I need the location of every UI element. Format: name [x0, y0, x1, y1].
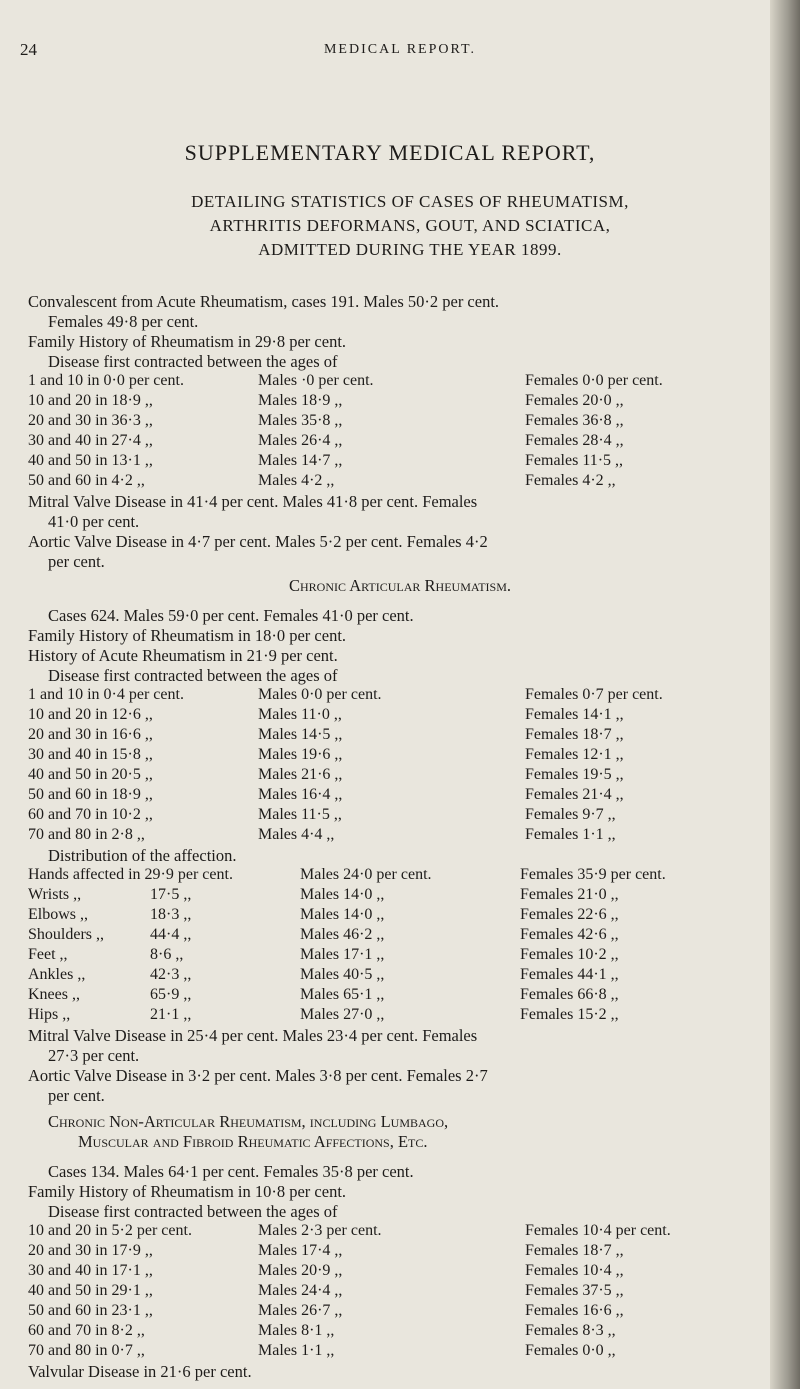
table-cell: Females 19·5 ,,: [525, 766, 624, 783]
table-row: [0, 946, 800, 966]
table-cell: 70 and 80 in 0·7 ,,: [28, 1342, 145, 1359]
subtitle-line: DETAILING STATISTICS OF CASES OF RHEUMATISM,: [191, 192, 629, 211]
s2-hands-row: [0, 866, 800, 886]
table-cell: 21·1 ,,: [150, 1006, 192, 1023]
table-cell: Females 28·4 ,,: [525, 432, 624, 449]
table-row: [0, 986, 800, 1006]
table-row: [0, 686, 800, 706]
table-cell: Females 66·8 ,,: [520, 986, 619, 1003]
table-cell: Males 14·7 ,,: [258, 452, 343, 469]
s1-intro-line: Disease first contracted between the ages of: [48, 352, 338, 371]
table-cell: 18·3 ,,: [150, 906, 192, 923]
table-cell: Females 0·0 ,,: [525, 1342, 616, 1359]
table-row: [0, 766, 800, 786]
s1-tail-line: Aortic Valve Disease in 4·7 per cent. Males 5·2 per cent. Females 4·2: [28, 532, 488, 551]
table-cell: 1 and 10 in 0·0 per cent.: [28, 372, 184, 389]
table-cell: Males 19·6 ,,: [258, 746, 343, 763]
table-cell: Females 0·0 per cent.: [525, 372, 663, 389]
s1-intro-line: Females 49·8 per cent.: [48, 312, 199, 331]
table-cell: Females 10·4 per cent.: [525, 1222, 671, 1239]
table-row: [0, 1342, 800, 1362]
s2-intro-line: Family History of Rheumatism in 18·0 per cent.: [28, 626, 347, 645]
table-cell: Females 10·2 ,,: [520, 946, 619, 963]
table-cell: 20 and 30 in 17·9 ,,: [28, 1242, 153, 1259]
table-cell: 10 and 20 in 5·2 per cent.: [28, 1222, 192, 1239]
table-cell: Males 4·4 ,,: [258, 826, 335, 843]
table-cell: Males 16·4 ,,: [258, 786, 343, 803]
table-row: [0, 412, 800, 432]
table-row: [0, 886, 800, 906]
table-cell: Males 17·4 ,,: [258, 1242, 343, 1259]
table-cell: Females 42·6 ,,: [520, 926, 619, 943]
subtitle-line: ADMITTED DURING THE YEAR 1899.: [258, 240, 562, 259]
table-cell: Males 24·4 ,,: [258, 1282, 343, 1299]
table-cell: Females 15·2 ,,: [520, 1006, 619, 1023]
table-cell: Hips ,,: [28, 1006, 71, 1023]
table-row: [0, 1282, 800, 1302]
table-row: [0, 926, 800, 946]
s2-distribution-label: Distribution of the affection.: [48, 846, 237, 865]
table-row: [0, 1222, 800, 1242]
table-cell: Males 17·1 ,,: [300, 946, 385, 963]
table-row: [0, 706, 800, 726]
table-cell: 40 and 50 in 29·1 ,,: [28, 1282, 153, 1299]
table-cell: Females 12·1 ,,: [525, 746, 624, 763]
table-row: [0, 392, 800, 412]
table-cell: Females 4·2 ,,: [525, 472, 616, 489]
table-cell: Females 21·4 ,,: [525, 786, 624, 803]
table-cell: 50 and 60 in 18·9 ,,: [28, 786, 153, 803]
table-cell: Males 40·5 ,,: [300, 966, 385, 983]
table-cell: 44·4 ,,: [150, 926, 192, 943]
table-cell: Males 14·0 ,,: [300, 886, 385, 903]
table-cell: 65·9 ,,: [150, 986, 192, 1003]
table-row: [0, 1302, 800, 1322]
table-cell: 8·6 ,,: [150, 946, 184, 963]
s3-heading: Muscular and Fibroid Rheumatic Affections, Etc.: [78, 1132, 428, 1151]
table-row: [0, 746, 800, 766]
table-cell: Males 35·8 ,,: [258, 412, 343, 429]
table-cell: Females 21·0 ,,: [520, 886, 619, 903]
table-cell: Males ·0 per cent.: [258, 372, 374, 389]
table-cell: Females 10·4 ,,: [525, 1262, 624, 1279]
table-cell: Females 20·0 ,,: [525, 392, 624, 409]
s2-tail-line: 27·3 per cent.: [48, 1046, 140, 1065]
table-cell: Males 4·2 ,,: [258, 472, 335, 489]
table-cell: Males 14·5 ,,: [258, 726, 343, 743]
s2-heading: Chronic Articular Rheumatism.: [288, 576, 511, 595]
table-row: [0, 806, 800, 826]
s1-intro-line: Family History of Rheumatism in 29·8 per cent.: [28, 332, 347, 351]
s1-tail-line: 41·0 per cent.: [48, 512, 140, 531]
subtitle-line: ARTHRITIS DEFORMANS, GOUT, AND SCIATICA,: [209, 216, 611, 235]
s2-intro-line: Cases 624. Males 59·0 per cent. Females 41·0 per cent.: [48, 606, 414, 625]
hands-females: Females 35·9 per cent.: [520, 866, 666, 883]
table-cell: 40 and 50 in 20·5 ,,: [28, 766, 153, 783]
table-row: [0, 966, 800, 986]
table-row: [0, 826, 800, 846]
table-cell: Ankles ,,: [28, 966, 86, 983]
table-cell: 30 and 40 in 27·4 ,,: [28, 432, 153, 449]
s2-intro-line: Disease first contracted between the ages of: [48, 666, 338, 685]
table-cell: Females 18·7 ,,: [525, 1242, 624, 1259]
table-cell: Females 8·3 ,,: [525, 1322, 616, 1339]
table-cell: Females 14·1 ,,: [525, 706, 624, 723]
table-cell: 60 and 70 in 10·2 ,,: [28, 806, 153, 823]
table-row: [0, 432, 800, 452]
table-row: [0, 906, 800, 926]
table-cell: Females 37·5 ,,: [525, 1282, 624, 1299]
table-cell: Males 8·1 ,,: [258, 1322, 335, 1339]
s2-tail-line: Mitral Valve Disease in 25·4 per cent. Males 23·4 per cent. Females: [28, 1026, 478, 1045]
s1-intro-line: Convalescent from Acute Rheumatism, cases 191. Males 50·2 per cent.: [28, 292, 500, 311]
table-cell: Females 36·8 ,,: [525, 412, 624, 429]
table-cell: Males 26·7 ,,: [258, 1302, 343, 1319]
s3-intro-line: Cases 134. Males 64·1 per cent. Females 35·8 per cent.: [48, 1162, 414, 1181]
s3-tail-line: Valvular Disease in 21·6 per cent.: [28, 1362, 252, 1381]
s2-tail-line: per cent.: [48, 1086, 105, 1105]
report-subtitle: [60, 190, 760, 262]
table-cell: Females 16·6 ,,: [525, 1302, 624, 1319]
table-row: [0, 726, 800, 746]
table-cell: Males 2·3 per cent.: [258, 1222, 382, 1239]
table-cell: Females 44·1 ,,: [520, 966, 619, 983]
table-cell: Males 1·1 ,,: [258, 1342, 335, 1359]
table-cell: 60 and 70 in 8·2 ,,: [28, 1322, 145, 1339]
table-cell: Males 11·5 ,,: [258, 806, 342, 823]
table-cell: Females 0·7 per cent.: [525, 686, 663, 703]
table-cell: Males 21·6 ,,: [258, 766, 343, 783]
s2-intro-line: History of Acute Rheumatism in 21·9 per cent.: [28, 646, 338, 665]
table-cell: Females 22·6 ,,: [520, 906, 619, 923]
table-row: [0, 452, 800, 472]
table-cell: 20 and 30 in 36·3 ,,: [28, 412, 153, 429]
table-row: [0, 472, 800, 492]
table-cell: 30 and 40 in 15·8 ,,: [28, 746, 153, 763]
table-cell: Shoulders ,,: [28, 926, 104, 943]
s1-tail-line: Mitral Valve Disease in 41·4 per cent. Males 41·8 per cent. Females: [28, 492, 478, 511]
table-row: [0, 1006, 800, 1026]
table-cell: Males 18·9 ,,: [258, 392, 343, 409]
table-row: [0, 1242, 800, 1262]
report-title: SUPPLEMENTARY MEDICAL REPORT,: [184, 140, 596, 165]
table-cell: Males 46·2 ,,: [300, 926, 385, 943]
table-cell: 70 and 80 in 2·8 ,,: [28, 826, 145, 843]
table-cell: Males 65·1 ,,: [300, 986, 385, 1003]
table-cell: 50 and 60 in 4·2 ,,: [28, 472, 145, 489]
table-cell: Elbows ,,: [28, 906, 88, 923]
table-row: [0, 786, 800, 806]
table-cell: Males 20·9 ,,: [258, 1262, 343, 1279]
table-cell: 42·3 ,,: [150, 966, 192, 983]
s3-intro-line: Disease first contracted between the ages of: [48, 1202, 338, 1221]
page-number: 24: [20, 40, 37, 59]
table-cell: Females 1·1 ,,: [525, 826, 616, 843]
s3-heading: Chronic Non-Articular Rheumatism, including Lumbago,: [48, 1112, 449, 1131]
table-cell: 40 and 50 in 13·1 ,,: [28, 452, 153, 469]
table-row: [0, 1262, 800, 1282]
table-cell: 50 and 60 in 23·1 ,,: [28, 1302, 153, 1319]
running-head: MEDICAL REPORT.: [323, 42, 477, 57]
table-cell: Females 9·7 ,,: [525, 806, 616, 823]
table-row: [0, 372, 800, 392]
table-cell: Feet ,,: [28, 946, 68, 963]
table-row: [0, 1322, 800, 1342]
table-cell: Males 0·0 per cent.: [258, 686, 382, 703]
s1-tail-line: per cent.: [48, 552, 105, 571]
table-cell: 10 and 20 in 12·6 ,,: [28, 706, 153, 723]
table-cell: 17·5 ,,: [150, 886, 192, 903]
table-cell: Wrists ,,: [28, 886, 82, 903]
hands-males: Males 24·0 per cent.: [300, 866, 432, 883]
table-cell: Females 11·5 ,,: [525, 452, 624, 469]
table-cell: 1 and 10 in 0·4 per cent.: [28, 686, 184, 703]
table-cell: 30 and 40 in 17·1 ,,: [28, 1262, 153, 1279]
table-cell: 10 and 20 in 18·9 ,,: [28, 392, 153, 409]
table-cell: Males 14·0 ,,: [300, 906, 385, 923]
table-cell: Males 11·0 ,,: [258, 706, 342, 723]
table-cell: Knees ,,: [28, 986, 80, 1003]
table-cell: Males 27·0 ,,: [300, 1006, 385, 1023]
s2-tail-line: Aortic Valve Disease in 3·2 per cent. Males 3·8 per cent. Females 2·7: [28, 1066, 488, 1085]
hands-total: Hands affected in 29·9 per cent.: [28, 866, 233, 883]
table-cell: 20 and 30 in 16·6 ,,: [28, 726, 153, 743]
s3-intro-line: Family History of Rheumatism in 10·8 per cent.: [28, 1182, 347, 1201]
table-cell: Males 26·4 ,,: [258, 432, 343, 449]
table-cell: Females 18·7 ,,: [525, 726, 624, 743]
